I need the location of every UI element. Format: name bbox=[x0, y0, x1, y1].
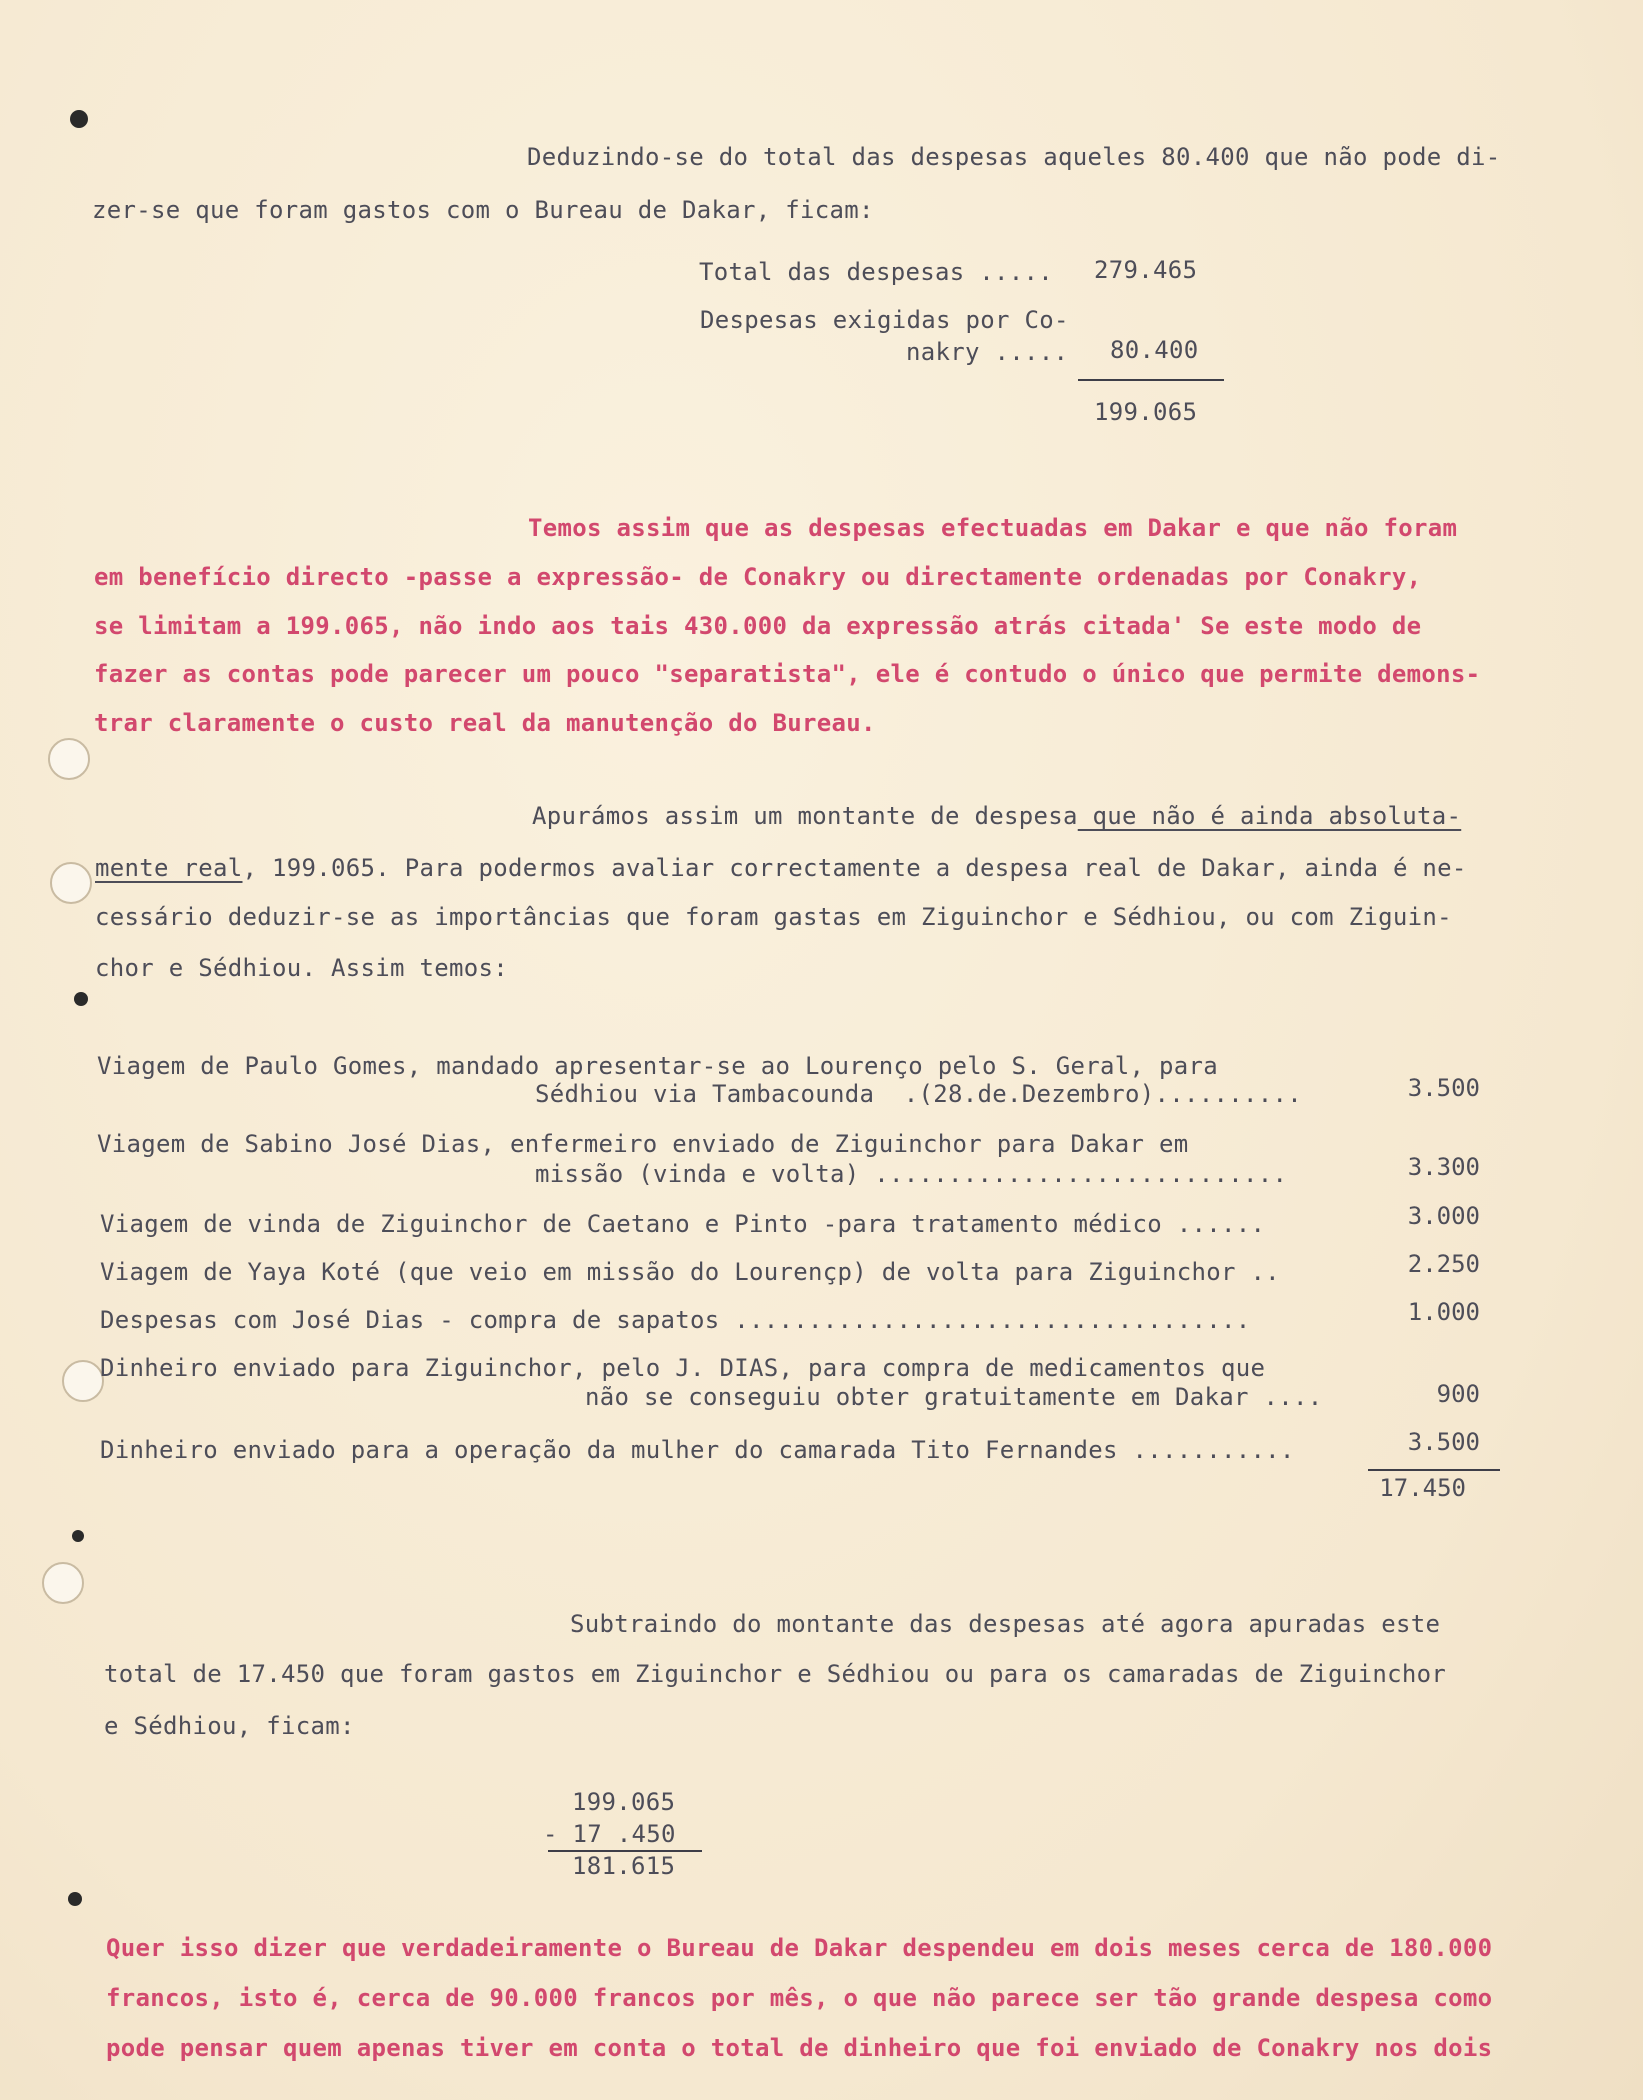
red-para-2-line-1: Quer isso dizer que verdadeiramente o Bureau de Dakar despendeu em dois meses cerca de 180.000 bbox=[106, 1934, 1493, 1962]
para2-line-3: cessário deduzir-se as importâncias que foram gastas em Ziguinchor e Sédhiou, ou com Ziguin- bbox=[95, 903, 1452, 931]
item-5-line-1: Despesas com José Dias - compra de sapatos ................................... bbox=[100, 1306, 1251, 1334]
item-3-amount: 3.000 bbox=[1407, 1202, 1480, 1230]
item-2-amount: 3.300 bbox=[1407, 1153, 1480, 1181]
binder-hole bbox=[50, 862, 92, 904]
binder-hole bbox=[62, 1360, 104, 1402]
total-label: Total das despesas ..... bbox=[699, 258, 1053, 286]
para2-line-2 bbox=[95, 854, 1467, 882]
red-para-2-line-3: pode pensar quem apenas tiver em conta o total de dinheiro que foi enviado de Conakry nos dois bbox=[106, 2034, 1493, 2062]
para3-line-3: e Sédhiou, ficam: bbox=[104, 1712, 355, 1740]
item-1-line-2: Sédhiou via Tambacounda .(28.de.Dezembro).......... bbox=[535, 1080, 1302, 1108]
item-4-amount: 2.250 bbox=[1407, 1250, 1480, 1278]
punch-mark bbox=[68, 1892, 82, 1906]
item-6-line-2: não se conseguiu obter gratuitamente em Dakar .... bbox=[585, 1383, 1323, 1411]
para2-line-4: chor e Sédhiou. Assim temos: bbox=[95, 954, 508, 982]
conakry-label-2: nakry ..... bbox=[906, 338, 1069, 366]
red-para-2-line-2: francos, isto é, cerca de 90.000 francos por mês, o que não parece ser tão grande despesa como bbox=[106, 1984, 1493, 2012]
para2-line-1a: Apurámos assim um montante de despesa bbox=[532, 802, 1078, 830]
calc2-result: 181.615 bbox=[572, 1852, 676, 1880]
calc2-a: 199.065 bbox=[572, 1788, 676, 1816]
para2-line-1b: que não é ainda absoluta- bbox=[1077, 802, 1462, 830]
conakry-label-1: Despesas exigidas por Co- bbox=[700, 306, 1069, 334]
calc1-result: 199.065 bbox=[1094, 398, 1198, 426]
subtotal-rule bbox=[1078, 379, 1224, 381]
punch-mark bbox=[70, 110, 88, 128]
item-2-line-2: missão (vinda e volta) ............................ bbox=[535, 1160, 1288, 1188]
red-para-1-line-4: fazer as contas pode parecer um pouco "separatista", ele é contudo o único que permite demons- bbox=[94, 660, 1481, 688]
punch-mark bbox=[74, 992, 88, 1006]
item-2-line-1: Viagem de Sabino José Dias, enfermeiro enviado de Ziguinchor para Dakar em bbox=[97, 1130, 1189, 1158]
items-total-rule bbox=[1368, 1469, 1500, 1471]
para3-line-1: Subtraindo do montante das despesas até agora apuradas este bbox=[570, 1610, 1441, 1638]
para2-line-2b: , 199.065. Para podermos avaliar correctamente a despesa real de Dakar, ainda é ne- bbox=[242, 854, 1467, 882]
red-para-1-line-5: trar claramente o custo real da manutenção do Bureau. bbox=[94, 709, 876, 737]
item-6-line-1: Dinheiro enviado para Ziguinchor, pelo J. DIAS, para compra de medicamentos que bbox=[100, 1354, 1266, 1382]
total-value: 279.465 bbox=[1094, 256, 1198, 284]
punch-mark bbox=[72, 1530, 84, 1542]
item-5-amount: 1.000 bbox=[1407, 1298, 1480, 1326]
calc2-b: - 17 .450 bbox=[543, 1820, 676, 1848]
item-1-line-1: Viagem de Paulo Gomes, mandado apresentar-se ao Lourenço pelo S. Geral, para bbox=[97, 1052, 1218, 1080]
binder-hole bbox=[48, 738, 90, 780]
intro-line-2: zer-se que foram gastos com o Bureau de Dakar, ficam: bbox=[92, 196, 874, 224]
item-7-amount: 3.500 bbox=[1407, 1428, 1480, 1456]
item-6-amount: 900 bbox=[1436, 1380, 1480, 1408]
red-para-1-line-3: se limitam a 199.065, não indo aos tais 430.000 da expressão atrás citada' Se este modo de bbox=[94, 612, 1422, 640]
item-3-line-1: Viagem de vinda de Ziguinchor de Caetano e Pinto -para tratamento médico ...... bbox=[100, 1210, 1266, 1238]
conakry-value: 80.400 bbox=[1110, 336, 1199, 364]
item-4-line-1: Viagem de Yaya Koté (que veio em missão do Lourençp) de volta para Ziguinchor .. bbox=[100, 1258, 1280, 1286]
item-1-amount: 3.500 bbox=[1407, 1074, 1480, 1102]
red-para-1-line-2: em benefício directo -passe a expressão- de Conakry ou directamente ordenadas por Conakry, bbox=[94, 563, 1422, 591]
para2-line-1 bbox=[532, 802, 1461, 830]
para3-line-2: total de 17.450 que foram gastos em Ziguinchor e Sédhiou ou para os camaradas de Ziguinchor bbox=[104, 1660, 1447, 1688]
para2-line-2a: mente real bbox=[95, 854, 243, 882]
item-7-line-1: Dinheiro enviado para a operação da mulher do camarada Tito Fernandes ........... bbox=[100, 1436, 1295, 1464]
items-total: 17.450 bbox=[1379, 1474, 1466, 1502]
red-para-1-line-1: Temos assim que as despesas efectuadas em Dakar e que não foram bbox=[528, 514, 1458, 542]
binder-hole bbox=[42, 1562, 84, 1604]
intro-line-1: Deduzindo-se do total das despesas aqueles 80.400 que não pode di- bbox=[527, 143, 1501, 171]
